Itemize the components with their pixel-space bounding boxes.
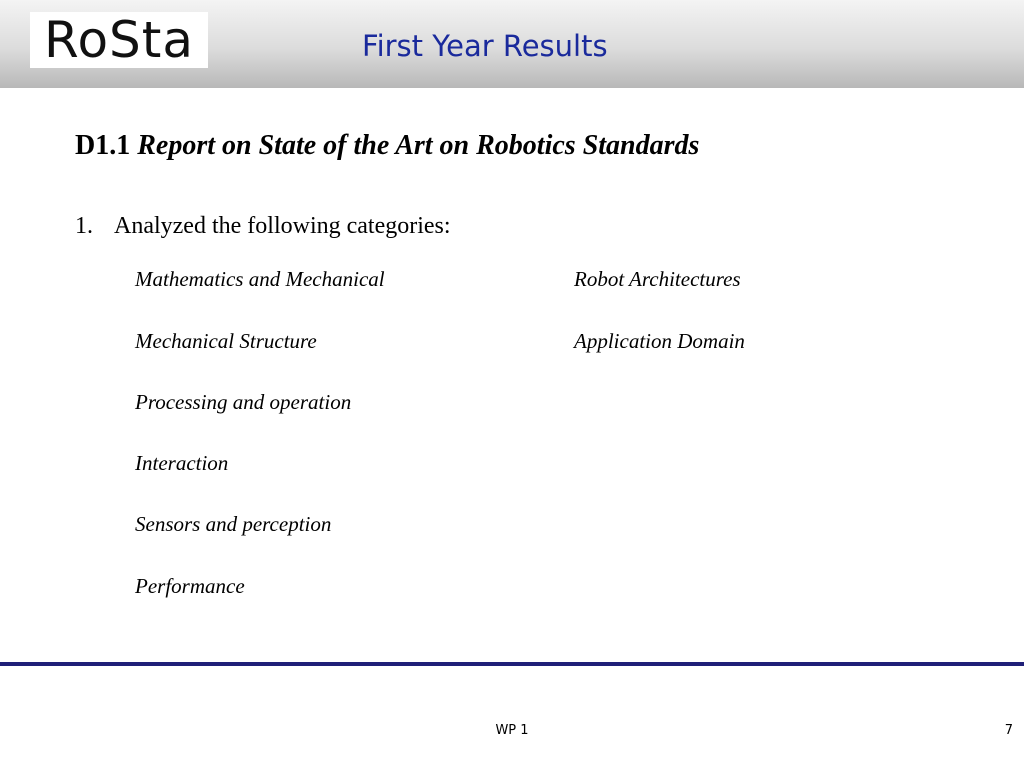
footer-divider xyxy=(0,662,1024,666)
deliverable-title: Report on State of the Art on Robotics Standards xyxy=(137,130,700,161)
category-item: Sensors and perception xyxy=(135,512,332,536)
category-item: Processing and operation xyxy=(135,390,352,414)
category-item: Mechanical Structure xyxy=(135,329,317,353)
category-item: Application Domain xyxy=(574,329,745,353)
list-number: 1. xyxy=(75,213,93,239)
category-item: Robot Architectures xyxy=(574,267,741,291)
rosta-logo: RoSta xyxy=(30,12,208,68)
slide-title: First Year Results xyxy=(362,29,608,63)
deliverable-heading xyxy=(75,128,699,164)
category-item: Performance xyxy=(135,574,245,598)
deliverable-id: D1.1 xyxy=(75,130,131,161)
footer-workpackage: WP 1 xyxy=(495,723,529,738)
list-item-text: Analyzed the following categories: xyxy=(114,213,451,239)
category-item: Interaction xyxy=(135,451,229,475)
page-number: 7 xyxy=(1004,723,1013,738)
category-item: Mathematics and Mechanical xyxy=(135,267,385,291)
